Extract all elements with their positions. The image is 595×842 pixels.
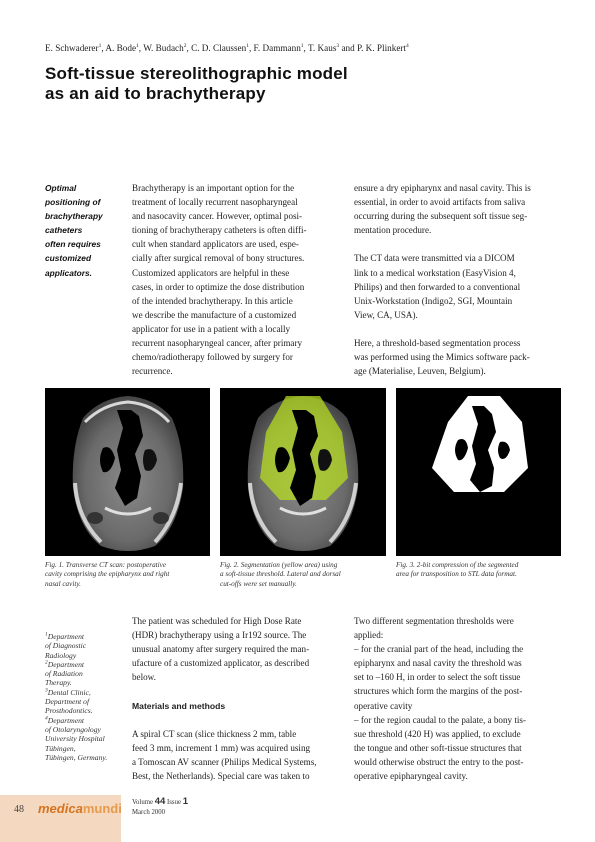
body-column-4 [354,614,559,783]
body-text-line: occurring during the subsequent soft tissue seg- [354,211,528,222]
figure-1-caption [45,561,215,589]
body-text-line: View, CA, USA). [354,309,418,320]
affiliation-text: Department [47,715,85,725]
author-separator: , [101,43,106,53]
author-affiliation-mark: 1 [246,42,249,49]
author-name: T. Kaus [307,43,337,53]
author-affiliation-mark: 1 [300,42,304,49]
affiliation-text: University Hospital [45,734,105,744]
author-name: A. Bode [105,43,137,53]
affiliation-line [45,641,127,650]
pull-quote-line: catheters [45,225,83,236]
affiliation-line [45,753,127,762]
body-text-line: tioning of brachytherapy catheters is often diffi- [132,225,307,236]
body-text-line: sue threshold (420 H) was applied, to exclude [354,728,521,739]
issue-date: March 2000 [132,808,166,816]
affiliation-text: Therapy. [45,678,72,688]
pull-quote-line: brachytherapy [45,211,103,222]
paragraph-gap [132,684,342,698]
affiliation-line [45,678,127,687]
body-text-line: The patient was scheduled for High Dose Rate [132,616,302,626]
affiliation-text: Department [47,632,85,641]
body-text-line: – for the region caudal to the palate, a bony tis- [354,714,526,725]
body-text-line: of the intended brachytherapy. In this article [132,295,293,306]
title-line-2: as an aid to brachytherapy [45,84,266,103]
body-text-line: Philips) and then forwarded to a conventional [354,281,521,292]
body-text-line: set to –160 H, in order to select the soft tissue [354,672,521,683]
affiliation-mark: 2 [45,659,48,666]
body-text-line: link to a medical workstation (EasyVision 4, [354,267,516,278]
body-text-line: operative epipharyngeal cavity. [354,771,468,782]
author-name: C. D. Claussen [191,43,247,53]
section-heading: Materials and methods [132,700,226,711]
author-affiliation-mark: 3 [336,42,340,49]
body-text-line: Here, a threshold-based segmentation process [354,338,521,349]
pull-quote-line: Optimal [45,183,77,193]
body-text-line: would otherwise obstruct the entry to the post- [354,756,524,767]
body-column-1 [132,181,332,378]
affiliation-line [45,725,127,734]
body-text-line: a Tomoscan AV scanner (Philips Medical Systems, [132,756,317,767]
body-text-line: treatment of locally recurrent nasopharyngeal [132,197,298,208]
segmentation-image [220,388,386,556]
affiliation-text: Tübingen, [45,743,76,753]
affiliation-line [45,632,127,641]
body-text-line: (HDR) brachytherapy using a Ir192 source. The [132,630,307,641]
paragraph-gap [132,713,342,727]
body-text-line: – for the cranial part of the head, including the [354,644,524,655]
body-text-line: recurrent nasopharyngeal cancer, after primary [132,338,303,349]
author-name: P. K. Plinkert [357,43,407,53]
pull-quote-line: often requires [45,239,101,250]
body-text-line: cially after surgical removal of bony structures. [132,253,305,264]
affiliation-mark: 1 [45,631,48,638]
title-line-1: Soft-tissue stereolithographic model [45,64,348,83]
ct-scan-image [45,388,210,556]
body-text-line: unusual anatomy after surgery required the man- [132,644,310,655]
affiliation-line [45,734,127,743]
body-text-line: Two different segmentation thresholds were [354,616,514,626]
affiliation-line [45,744,127,753]
figure-2-caption [220,561,390,589]
affiliation-line [45,651,127,660]
affiliation-text: of Diagnostic [45,641,87,651]
paragraph-gap [354,322,559,336]
author-name: F. Dammann [253,43,301,53]
author-line [45,43,555,53]
body-text-line: operative cavity [354,700,413,711]
affiliation-line [45,688,127,697]
affiliation-line [45,706,127,715]
pull-quote-line: positioning of [45,197,101,208]
author-affiliation-mark: 4 [406,42,409,49]
affiliation-mark: 4 [45,715,48,722]
page-number: 48 [14,804,24,815]
author-name: W. Budach [143,43,184,53]
author-name: E. Schwaderer [45,43,99,53]
affiliation-text: Prosthodontics. [45,706,93,716]
pull-quote [45,181,127,280]
affiliation-text: of Otolaryngology [45,724,101,734]
caption-line: Fig. 1. Transverse CT scan: postoperative [45,561,167,569]
body-text-line: epipharynx and nasal cavity the threshold was [354,658,522,669]
figure-3-binary-mask [396,388,561,556]
body-text-line: A spiral CT scan (slice thickness 2 mm, table [132,728,297,739]
affiliation-text: Department of [45,697,90,707]
body-column-2 [354,181,559,378]
affiliation-text: of Radiation [45,669,83,679]
caption-line: area for transposition to STL data format. [396,570,517,579]
body-text-line: applicator for use in a patient with a locally [132,323,291,334]
figure-1-ct-scan [45,388,210,556]
body-text-line: structures which form the margins of the post- [354,686,523,697]
affiliation-line [45,716,127,725]
affiliation-text: Radiology [45,650,77,660]
affiliation-line [45,697,127,706]
caption-line: Fig. 2. Segmentation (yellow area) using [220,561,338,569]
body-text-line: applied: [354,630,384,641]
figure-3-caption [396,561,566,580]
volume-info: Volume 44 Issue 1 March 2000 [132,796,188,816]
author-separator: , [138,43,144,53]
author-affiliation-mark: 2 [183,42,187,49]
body-text-line: essential, in order to avoid artifacts from saliva [354,197,526,208]
body-text-line: Customized applicators are helpful in these [132,267,290,278]
body-text-line: below. [132,672,156,683]
body-text-line: ufacture of a customized applicator, as described [132,658,310,669]
body-text-line: ensure a dry epipharynx and nasal cavity. This is [354,183,531,193]
author-separator: , [186,43,192,53]
body-text-line: the tongue and other soft-tissue structures that [354,742,522,753]
caption-line: Fig. 3. 2-bit compression of the segmented [396,561,519,569]
affiliation-mark: 3 [45,687,48,694]
affiliation-text: Tübingen, Germany. [45,752,108,762]
body-text-line: chemo/radiotherapy followed by surgery for [132,352,293,363]
body-text-line: and nasocavity cancer. However, optimal posi- [132,211,303,222]
article-title [45,64,465,104]
affiliations [45,632,127,762]
pull-quote-line: customized [45,253,92,264]
affiliation-line [45,669,127,678]
paragraph-gap [354,237,559,251]
caption-line: cavity comprising the epipharynx and right [45,570,170,579]
caption-line: nasal cavity. [45,579,81,588]
body-text-line: cult when standard applicators are used, espe- [132,239,299,250]
body-text-line: Unix-Workstation (Indigo2, SGI, Mountain [354,295,513,306]
author-affiliation-mark: 1 [98,42,102,49]
affiliation-line [45,660,127,669]
journal-logo: medicamundi [38,801,122,816]
binary-mask-image [396,388,561,556]
affiliation-text: Department [47,659,85,669]
body-text-line: The CT data were transmitted via a DICOM [354,253,515,264]
body-column-3 [132,614,342,783]
body-text-line: age (Materialise, Leuven, Belgium). [354,366,486,377]
caption-line: cut-offs were set manually. [220,579,297,588]
author-separator: , [248,43,254,53]
author-separator: , [303,43,308,53]
caption-line: a soft-tissue threshold. Lateral and dorsal [220,570,341,579]
affiliation-text: Dental Clinic, [47,687,91,697]
figure-2-segmentation [220,388,386,556]
body-text-line: Best, the Netherlands). Special care was taken to [132,771,310,782]
body-text-line: we describe the manufacture of a customized [132,309,297,320]
pull-quote-line: applicators. [45,267,93,278]
author-separator: and [339,43,357,53]
body-text-line: recurrence. [132,366,173,377]
body-text-line: cases, in order to optimize the dose distribution [132,281,305,292]
body-text-line: Brachytherapy is an important option for the [132,183,295,193]
body-text-line: mentation procedure. [354,225,432,236]
body-text-line: feed 3 mm, increment 1 mm) was acquired using [132,742,311,753]
author-affiliation-mark: 1 [136,42,139,49]
body-text-line: was performed using the Mimics software pack- [354,352,530,363]
